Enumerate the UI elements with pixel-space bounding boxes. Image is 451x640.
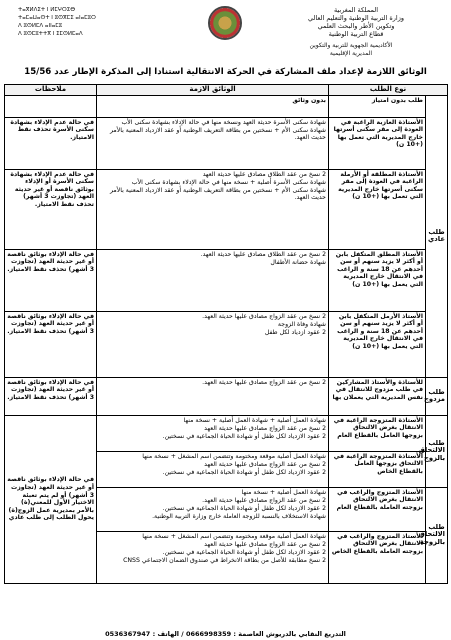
request-type: الأستاذ المطلق المتكفل بابن أو أكثر لا يزيد سنهم أو سن أحدهم عن 18 سنة و الراغب في الانتقال خارج المديرية التي يعمل بها (+10 ن) (329, 249, 426, 311)
notes-cell: في حالة الإدلاء بوثائق ناقصة أو غير حديثة العهد (تجاوزت 3 أشهر) تحذف نقط الامتياز. (5, 249, 97, 311)
table-row (5, 311, 448, 377)
group-label-join-husband: طلب الالتحاق بالزوج (426, 415, 448, 487)
notes-cell-join: في حالة الإدلاء بوثائق ناقصة أو غير حديثة العهد (تجاوزت 3 أشهر) أو لم يتم تعبئة الاختيار الأول للمعني(ة) بالأمر بمديرية عمل الزوج(ة) يحول الطلب إلى طلب عادي (5, 415, 97, 583)
docs-item: بدون وثائق (292, 96, 326, 104)
docs-item: 2 عقود ازدياد لكل طفل (264, 328, 326, 336)
table-row (5, 415, 448, 451)
docs-item: 2 نسخ من عقد الزواج مصادق عليها حديثة العهد (204, 460, 326, 468)
header-sub-block (261, 42, 441, 58)
table-row (5, 377, 448, 415)
group-label-join-wife: طلب الالتحاق بالزوجة (426, 487, 448, 583)
request-type: الأستاذة المطلقة أو الأرملة الراغبة في العودة إلى مقر سكنى أسرتها خارج المديرية التي تعمل بها (+10 ن) (329, 169, 426, 249)
docs-item: 2 نسخ من عقد الزواج مصادق عليها حديثة العهد. (202, 496, 326, 504)
notes-cell (5, 95, 97, 117)
required-docs (97, 117, 329, 169)
docs-item: شهادة سكنى الأسرة أصلية + نسخة منها في حالة الإدلاء بشهادة سكنى الأب (131, 178, 326, 186)
table-row (5, 169, 448, 249)
required-docs (97, 487, 329, 531)
request-type: الأستاذ المتزوج والراغب في الانتقال بغرض الالتحاق بزوجته العاملة بالقطاع الخاص (329, 531, 426, 583)
docs-item: شهادة سكنى الأم + نسختين من بطاقة التعريف الوطنية أو عقد الازدياد المعنية بالأمر حديث العهد. (109, 186, 326, 202)
docs-item: شهادة سكنى الأم + نسختين من بطاقة التعريف الوطنية أو عقد الازدياد المعنية بالأمر حديث العهد. (109, 126, 326, 142)
docs-item: 2 نسخ من عقد الطلاق مصادق عليها حديثة العهد (202, 170, 326, 178)
docs-item: 2 نسخ من عقد الزواج مصادق عليها حديثة العهد (204, 424, 326, 432)
docs-item: 2 نسخ من عقد الزواج مصادق عليها حديثة العهد. (202, 378, 326, 386)
table-row (5, 117, 448, 169)
header-arabic-line: وتكوين الأطر والبحث العلمي (317, 22, 395, 30)
header-arabic-line: قطاع التربية الوطنية (328, 30, 384, 38)
request-type: للأستاذة والأستاذ المشاركين في طلب مزدوج للانتقال في نفس المديرية التي يعملان بها (329, 377, 426, 415)
column-header-type: نوع الطلب (329, 85, 448, 96)
docs-item: 2 نسخ من عقد الزواج مصادق عليها حديثة العهد (204, 540, 326, 548)
docs-item: 2 نسخ من عقد الطلاق مصادق عليها حديثة العهد. (200, 250, 326, 258)
docs-item: شهادة العمل أصلية + شهادة العمل أصلية + نسخة منها (183, 416, 326, 424)
required-docs (97, 311, 329, 377)
required-docs (97, 95, 329, 117)
request-type: الأستاذة المتزوجة الراغبة في الالتحاق بزوجها العامل بالقطاع الخاص (329, 451, 426, 487)
required-docs (97, 169, 329, 249)
column-header-docs: الوثائق الازمة (97, 85, 329, 96)
header-tifinagh-line: ⵜⴰⵎⴰⵡⴰⵙⵜ ⵏ ⵓⵙⴳⵎⵉ ⴰⵏⴰⵎⵓⵔ (18, 15, 96, 21)
required-docs (97, 451, 329, 487)
notes-cell: في حالة عدم الإدلاء بشهادة سكنى الأسرة أو الإدلاء بوثائق ناقصة أو غير حديثة العهد (تجاوزت 3 أشهر) تحذف نقط الامتياز. (5, 169, 97, 249)
docs-item: شهادة الاستخلاف بالنسبة للزوجة العاملة خارج وزارة التربية الوطنية. (152, 512, 326, 520)
requirements-table (4, 84, 448, 584)
table-row (5, 249, 448, 311)
required-docs (97, 415, 329, 451)
header-arabic-block (271, 6, 441, 38)
docs-item: 2 عقود الازدياد لكل طفل أو شهادة الحياة الجماعية في نسختين. (162, 548, 326, 556)
header-arabic-line: وزارة التربية الوطنية والتعليم العالي (308, 14, 404, 22)
request-type: الأستاذ الأرمل المتكفل بابن أو أكثر لا يزيد سنهم أو سن أحدهم عن 18 سنة و الراغب في الانتقال خارج المديرية التي يعمل بها (+10 ن) (329, 311, 426, 377)
request-type: الأستاذة المتزوجة الراغبة في الانتقال بغرض الالتحاق بزوجها العامل بالقطاع العام (329, 415, 426, 451)
docs-item: شهادة العمل أصلية موقعة ومختومة وتتضمن اسم المشغل + نسخة منها (142, 452, 326, 460)
docs-item: شهادة حضانة الأطفال (270, 258, 326, 266)
docs-item: 2 عقود الازدياد لكل طفل أو شهادة الحياة الجماعية في نسختين. (162, 468, 326, 476)
notes-cell: في حالة الإدلاء بوثائق ناقصة أو غير حديثة العهد (تجاوزت 3 أشهر) تحذف نقط الامتياز. (5, 377, 97, 415)
request-type: طلب بدون امتياز (329, 95, 426, 117)
page-header (0, 2, 451, 64)
group-label-normal: طلب عادي (426, 95, 448, 377)
docs-item: شهادة وفاة الزوجة (277, 320, 326, 328)
document-title: الوثائق اللازمة لإعداد ملف المشاركة في الحركة الانتقالية استنادا إلى المذكرة الإطار عدد 15/56 (24, 67, 427, 77)
group-label-couple: طلب مزدوج (426, 377, 448, 415)
table-header-row (5, 85, 448, 96)
docs-item: شهادة العمل أصلية + نسخة منها (241, 488, 326, 496)
column-header-notes: ملاحظات (5, 85, 97, 96)
notes-cell: في حالة عدم الإدلاء بشهادة سكنى الأسرة تحذف نقط الامتياز. (5, 117, 97, 169)
header-tifinagh-block (18, 6, 138, 38)
page-footer: التدريع النقابي بالدريوش العاصمة : 0666998359 / الهاتف : 0536367947 (105, 630, 346, 638)
request-type: الأستاذة العازبة الراغبة في العودة إلى مقر سكنى أسرتها خارج المديرية التي تعمل بها (+10 ن) (329, 117, 426, 169)
docs-item: 2 نسخ من عقد الزواج مصادق عليها حديثة العهد. (202, 312, 326, 320)
kingdom-emblem-icon (208, 6, 242, 40)
header-sub-line: المديرية الإقليمية (329, 50, 373, 57)
docs-item: 2 عقود الازدياد لكل طفل أو شهادة الحياة الجماعية في نسختين. (162, 504, 326, 512)
header-arabic-line: المملكة المغربية (333, 6, 379, 14)
required-docs (97, 377, 329, 415)
header-sub-line: الأكاديمية الجهوية للتربية والتكوين (309, 42, 393, 49)
docs-item: 2 نسخ مطابقة للأصل من بطاقة الانخراط في صندوق الضمان الاجتماعي CNSS (123, 556, 326, 564)
notes-cell: في حالة الإدلاء بوثائق ناقصة أو غير حديثة العهد (تجاوزت 3 أشهر) تحذف نقط الامتياز. (5, 311, 97, 377)
header-tifinagh-line: ⴷ ⵓⵙⵎⵓⵜⵜⴳ ⵏ ⵉⵎⵙⵍⵎⴰⴷ (18, 31, 83, 37)
required-docs (97, 249, 329, 311)
request-type: الأستاذ المتزوج والراغب في الانتقال بغرض الالتحاق بزوجته العاملة بالقطاع العام (329, 487, 426, 531)
header-tifinagh-line: ⴷ ⵓⵙⵍⵎⴷ ⴰⵏⵏⴰⵎⵓ (18, 23, 63, 29)
docs-item: 2 عقود الازدياد لكل طفل أو شهادة الحياة الجماعية في نسختين. (162, 432, 326, 440)
docs-item: شهادة سكنى الأسرة حديثة العهد ونسخة منها في حالة الإدلاء بشهادة سكنى الأب (121, 118, 326, 126)
table-row (5, 95, 448, 117)
docs-item: شهادة العمل أصلية موقعة ومختومة وتتضمن اسم المشغل + نسخة منها (142, 532, 326, 540)
required-docs (97, 531, 329, 583)
header-tifinagh-line: ⵜⴰⴳⵍⴷⵉⵜ ⵏ ⵍⵎⵖⵔⵉⴱ (18, 7, 76, 13)
